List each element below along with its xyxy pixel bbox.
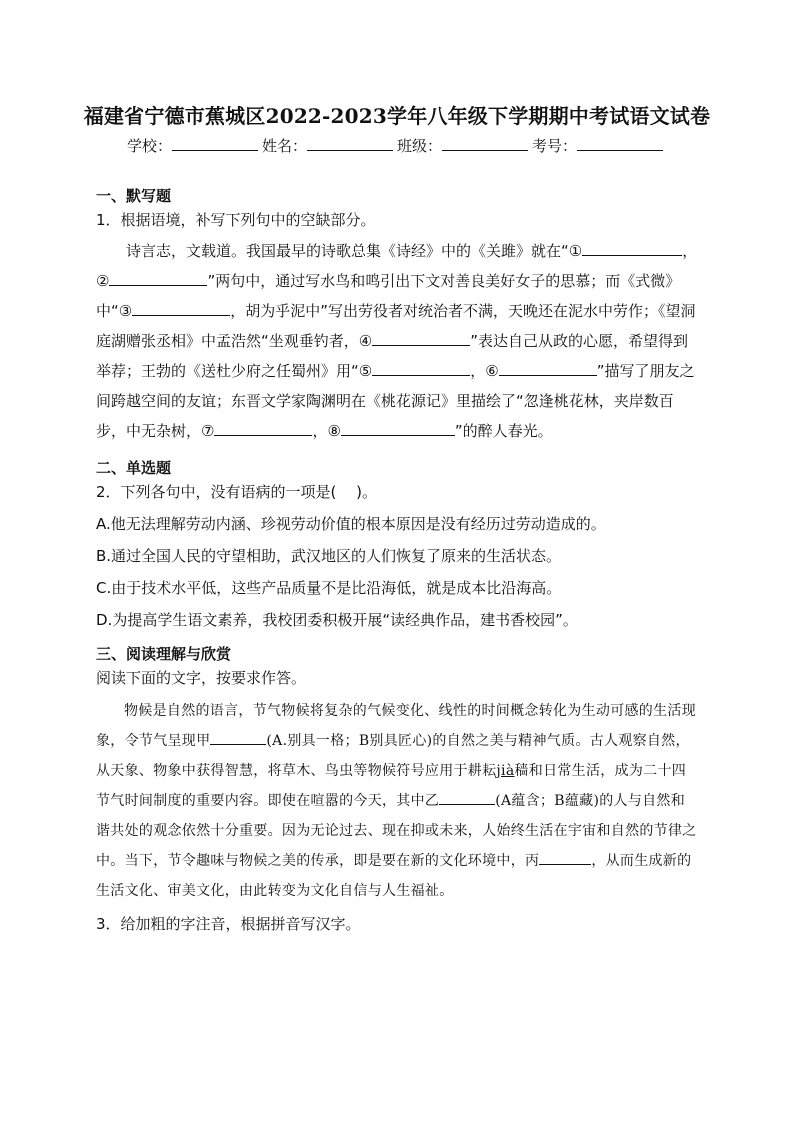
passage-text: ，⑥ [470, 362, 499, 380]
passage-text: 物候是自然的语言，节气物候将复杂的气候变化、线性的时间概念转化为生动可感的生活现象，令节气呈现甲 [96, 703, 696, 749]
answer-blank-8-cont[interactable] [419, 419, 455, 436]
passage-text: ，胡为乎泥中”写出劳役者对统治者不满，天晚还在泥水中劳作；《望洞庭湖赠张丞相》中孟浩然“坐观垂钓者，④ [96, 302, 696, 350]
school-field[interactable] [172, 136, 258, 151]
passage-text: ，② [96, 242, 698, 290]
pinyin-text: jià [496, 763, 515, 779]
option-b[interactable]: B.通过全国人民的守望相助，武汉地区的人们恢复了原来的生活状态。 [96, 547, 562, 565]
answer-blank-7[interactable] [214, 419, 312, 436]
blank-jia[interactable] [210, 728, 266, 745]
question-2-stem: 2．下列各句中，没有语病的一项是( )。 [96, 483, 378, 501]
passage-text: ，⑧ [312, 422, 341, 440]
section-heading: 二、单选题 [96, 459, 172, 477]
exam-content [96, 178, 698, 936]
passage-text: ，从而生成新的生活文化、审美文化，由此转变为文化自信与人生福祉。 [96, 853, 692, 899]
page-title: 福建省宁德市蕉城区2022-2023学年八年级下学期期中考试语文试卷 [83, 104, 711, 128]
number-field[interactable] [577, 136, 663, 151]
answer-blank-6[interactable] [499, 359, 597, 376]
answer-blank-8[interactable] [341, 419, 419, 436]
passage-text: 穑和日常生活，成为二十四节气时间制度的重要内容。即使在喧嚣的今天，其中乙 [96, 763, 687, 809]
option-a[interactable]: A.他无法理解劳动内涵、珍视劳动价值的根本原因是没有经历过劳动造成的。 [96, 515, 606, 533]
name-field[interactable] [307, 136, 393, 151]
section-heading: 三、阅读理解与欣赏 [96, 645, 232, 663]
question-1-stem: 1．根据语境，补写下列句中的空缺部分。 [96, 211, 376, 229]
passage-text: ”两句中，通过写水鸟和鸣引出下文对善良美好女子的思慕；而《式微》中“③ [96, 272, 681, 320]
passage-text: (A.别具一格；B别具匠心)的自然之美与精神气质。古人观察自然，从天象、物象中获得智慧，将草木、鸟虫等物候符号应用于耕耘 [96, 733, 690, 779]
name-label: 姓名： [261, 137, 307, 155]
option-c[interactable]: C.由于技术水平低，这些产品质量不是比沿海低，就是成本比沿海高。 [96, 579, 562, 597]
passage-text: 诗言志，文载道。我国最早的诗歌总集《诗经》中的《关雎》就在“① [126, 242, 583, 260]
reading-instruction: 阅读下面的文字，按要求作答。 [96, 669, 307, 687]
passage-text: ”的醉人春光。 [454, 422, 553, 440]
passage-text: ”描写了朋友之间跨越空间的友谊；东晋文学家陶渊明在《桃花源记》里描绘了“忽逢桃花林，夹岸数百步，中无杂树，⑦ [96, 362, 695, 440]
blank-bing[interactable] [539, 848, 591, 865]
answer-blank-5[interactable] [372, 359, 470, 376]
class-field[interactable] [442, 136, 528, 151]
reading-passage [96, 696, 698, 906]
answer-blank-3[interactable] [132, 299, 230, 316]
passage-text: ”表达自己从政的心愿，希望得到举荐；王勃的《送杜少府之任蜀州》用“⑤ [96, 332, 689, 380]
student-info-line [0, 135, 794, 156]
option-d[interactable]: D.为提高学生语文素养，我校团委积极开展“读经典作品，建书香校园”。 [96, 611, 578, 629]
question-1-passage [96, 236, 698, 446]
section-heading: 一、默写题 [96, 187, 172, 205]
number-label: 考号： [532, 137, 578, 155]
answer-blank-1[interactable] [582, 239, 650, 256]
passage-text: (A蕴含；B蕴藏)的人与自然和谐共处的观念依然十分重要。因为无论过去、现在抑或未来，人始终生活在宇宙和自然的节律之中。当下，节令趣味与物候之美的传承，即是要在新的文化环境中，丙 [96, 793, 697, 869]
school-label: 学校： [126, 137, 172, 155]
class-label: 班级： [397, 137, 443, 155]
answer-blank-1-cont[interactable] [650, 239, 682, 256]
blank-yi[interactable] [439, 788, 495, 805]
answer-blank-2[interactable] [109, 269, 207, 286]
question-3-stem: 3．给加粗的字注音，根据拼音写汉字。 [96, 915, 361, 933]
answer-blank-4[interactable] [372, 329, 470, 346]
